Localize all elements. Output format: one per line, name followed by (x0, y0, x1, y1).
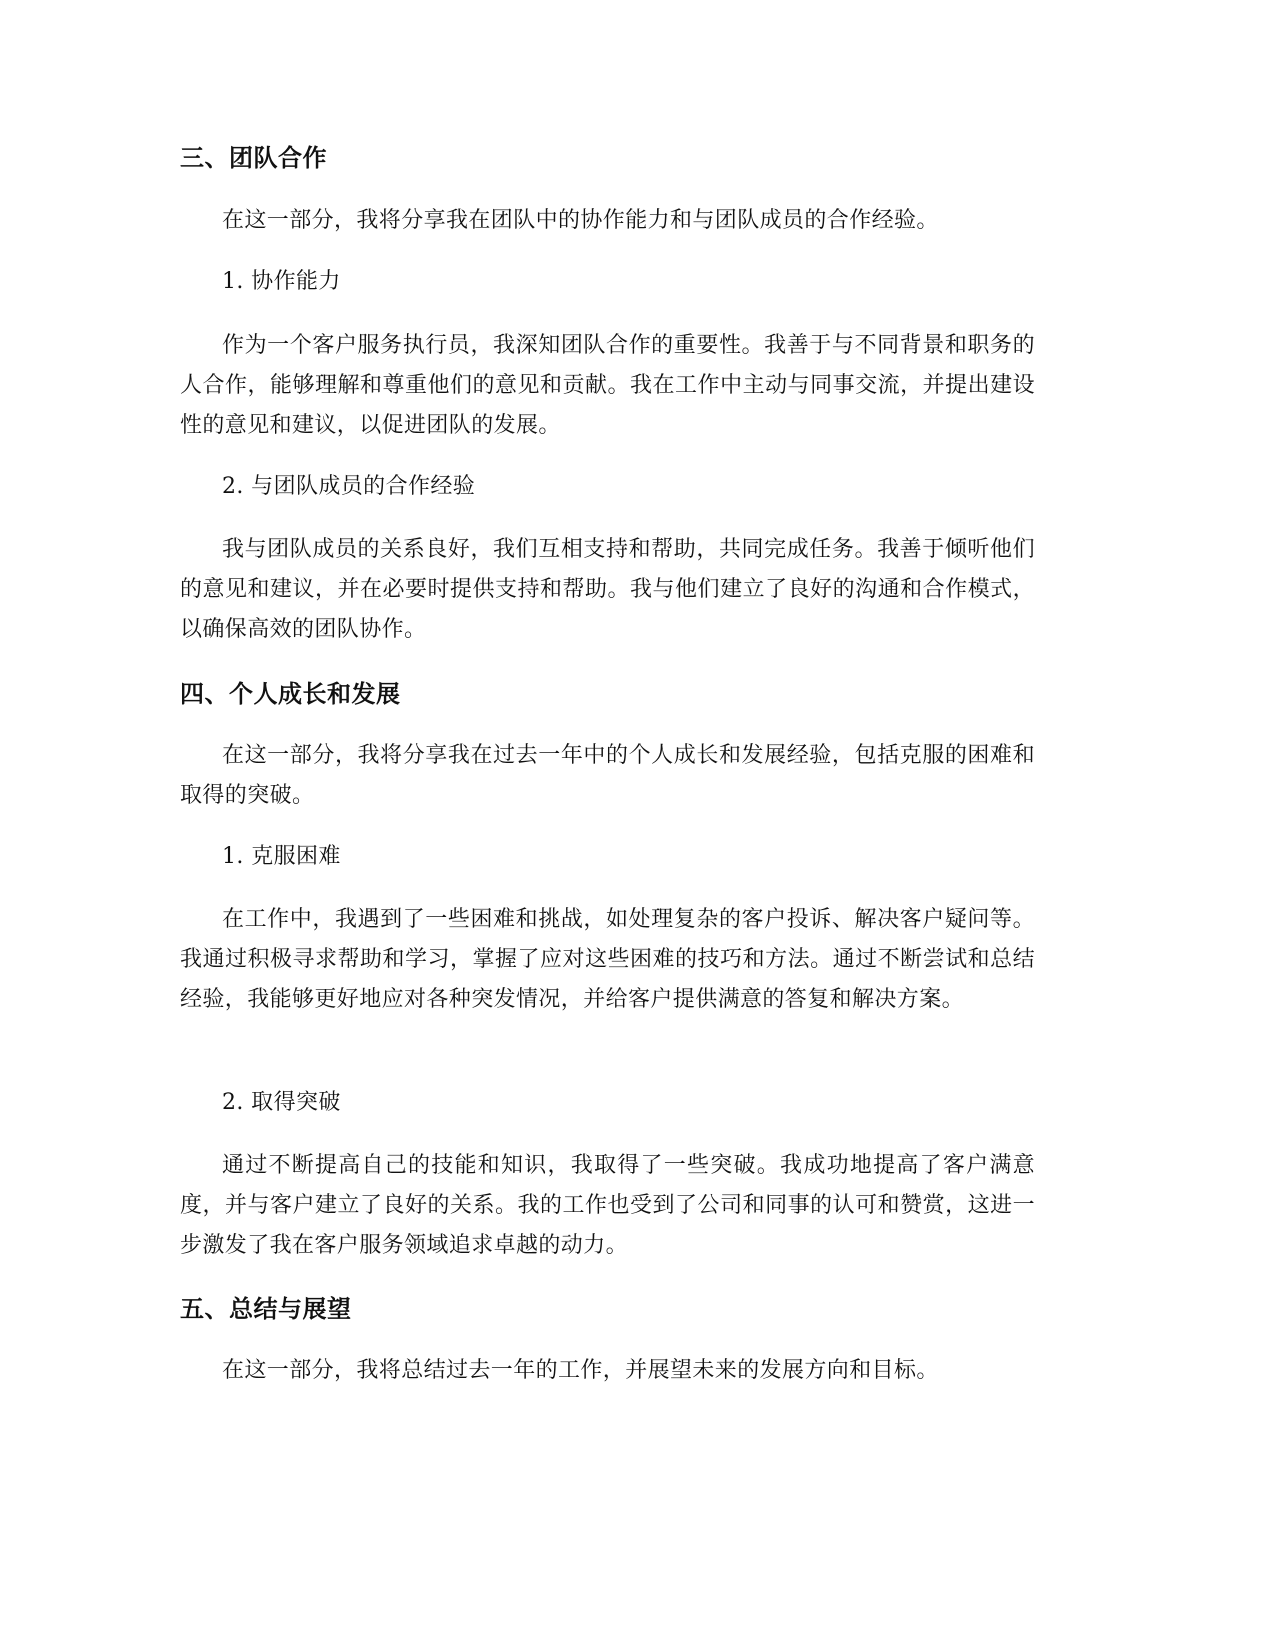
section-heading: 五、总结与展望 (180, 1295, 352, 1323)
item-body: 在工作中，我遇到了一些困难和挑战，如处理复杂的客户投诉、解决客户疑问等。我通过积极寻求帮助和学习，掌握了应对这些困难的技巧和方法。通过不断尝试和总结经验，我能够更好地应对各种突发情况，并给客户提供满意的答复和解决方案。 (180, 907, 1035, 1012)
section-heading: 四、个人成长和发展 (180, 680, 401, 708)
item-title: 2. 取得突破 (222, 1090, 341, 1115)
section-intro: 在这一部分，我将总结过去一年的工作，并展望未来的发展方向和目标。 (222, 1358, 939, 1383)
section-heading: 三、团队合作 (180, 144, 327, 172)
section-intro: 在这一部分，我将分享我在过去一年中的个人成长和发展经验，包括克服的困难和取得的突破。 (180, 743, 1035, 808)
item-title: 2. 与团队成员的合作经验 (222, 474, 476, 499)
item-title: 1. 协作能力 (222, 269, 341, 294)
item-body: 通过不断提高自己的技能和知识，我取得了一些突破。我成功地提高了客户满意度，并与客户建立了良好的关系。我的工作也受到了公司和同事的认可和赞赏，这进一步激发了我在客户服务领域追求卓越的动力。 (180, 1153, 1035, 1258)
item-body: 作为一个客户服务执行员，我深知团队合作的重要性。我善于与不同背景和职务的人合作，能够理解和尊重他们的意见和贡献。我在工作中主动与同事交流，并提出建设性的意见和建议，以促进团队的发展。 (180, 333, 1035, 438)
section-intro: 在这一部分，我将分享我在团队中的协作能力和与团队成员的合作经验。 (222, 208, 939, 233)
item-title: 1. 克服困难 (222, 844, 341, 869)
item-body: 我与团队成员的关系良好，我们互相支持和帮助，共同完成任务。我善于倾听他们的意见和建议，并在必要时提供支持和帮助。我与他们建立了良好的沟通和合作模式，以确保高效的团队协作。 (180, 537, 1035, 642)
